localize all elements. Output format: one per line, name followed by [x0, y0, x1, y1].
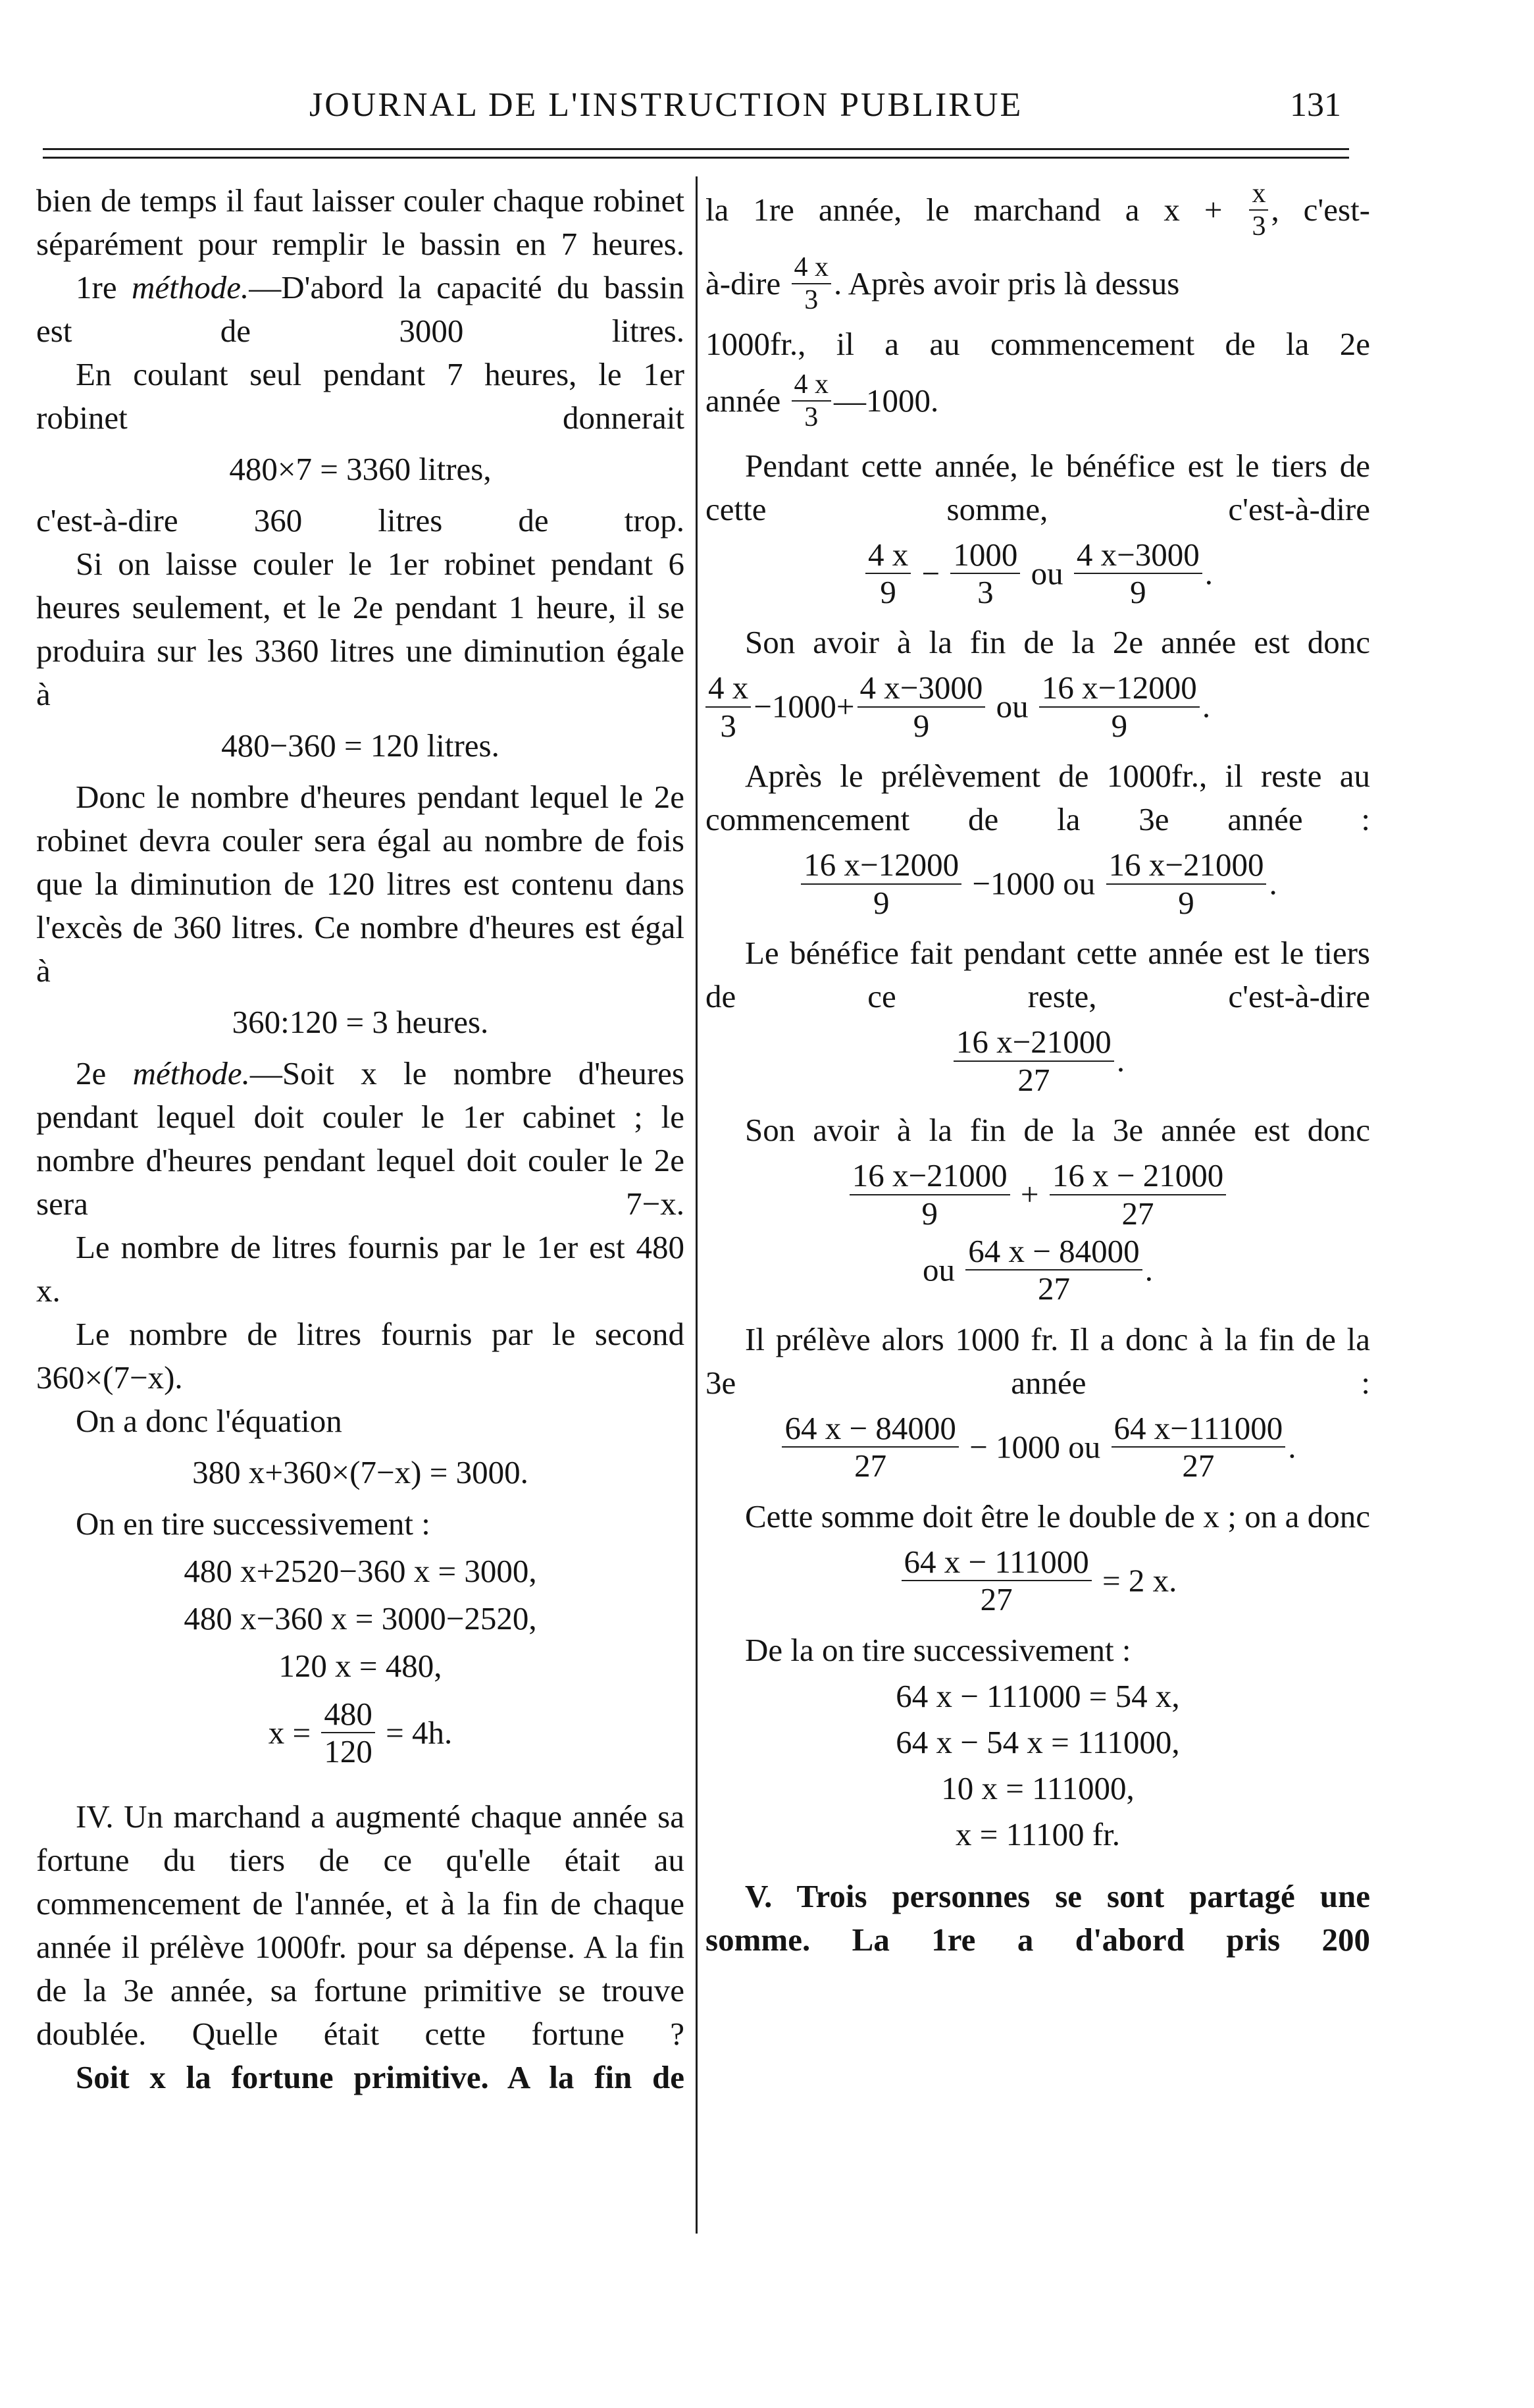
paragraph: Son avoir à la fin de la 2e année est donc [745, 624, 1370, 661]
denominator: 9 [880, 574, 896, 610]
paragraph: Il prélève alors 1000 fr. Il a donc à la fin de la 3e année : [705, 1321, 1370, 1401]
denominator: 27 [980, 1581, 1013, 1618]
denominator: 3 [977, 574, 994, 610]
problem-statement: IV. Un marchand a augmenté chaque année sa fortune du tiers de ce qu'elle était au commencement de l'année, et à la fin de chaque année il prélève 1000fr. pour sa dépense. A la fin de la 3e année, sa fortune primitive se trouve doublée. Quelle était cette fortune ? [36, 1798, 684, 2052]
numerator: 4 x−3000 [1074, 538, 1202, 574]
method-one-paragraph [36, 266, 684, 353]
equation: 480 x+2520−360 x = 3000, [184, 1553, 537, 1589]
punctuation: . [1116, 1042, 1125, 1079]
equation-fraction-line [36, 1697, 684, 1769]
paragraph: Donc le nombre d'heures pendant lequel le 2e robinet devra couler sera égal au nombre de fois que la diminution de 120 litres est contenu dans l'excès de 360 litres. Ce nombre d'heures est égal à [36, 779, 684, 989]
operator: ou [1031, 555, 1063, 591]
denominator: 27 [1182, 1448, 1215, 1484]
equation-fraction-line [705, 1025, 1370, 1097]
fraction [1039, 671, 1200, 743]
paragraph: Cette somme doit être le double de x ; on a donc [745, 1498, 1370, 1534]
fraction [1074, 538, 1202, 610]
fraction [950, 538, 1020, 610]
punctuation: . [1269, 865, 1277, 902]
paragraph: Son avoir à la fin de la 3e année est donc [745, 1112, 1370, 1149]
punctuation: . [1144, 1251, 1153, 1288]
equation: x = 11100 fr. [956, 1816, 1120, 1852]
operator: − [921, 555, 940, 591]
numerator: 16 x−21000 [954, 1025, 1114, 1061]
fraction [801, 848, 961, 920]
numerator: 4 x [792, 370, 832, 402]
paragraph: Le nombre de litres fournis par le second 360×(7−x). [36, 1316, 684, 1396]
operator: − 1000 ou [969, 1428, 1101, 1465]
fraction [865, 538, 911, 610]
equation: 480×7 = 3360 litres, [229, 451, 492, 487]
denominator: 27 [1037, 1270, 1070, 1307]
header-rule-top [43, 148, 1349, 150]
paragraph: bien de temps il faut laisser couler chaque robinet séparément pour remplir le bassin en 7 heures. [36, 182, 684, 262]
text-run: la 1re année, le marchand a x + [705, 192, 1223, 228]
numerator: 4 x [792, 253, 832, 284]
fraction [782, 1411, 958, 1483]
operator: + [1020, 1176, 1039, 1213]
denominator: 27 [1121, 1195, 1154, 1232]
denominator: 3 [1252, 211, 1266, 242]
denominator: 9 [873, 884, 890, 921]
paragraph: Le nombre de litres fournis par le 1er est 480 x. [36, 1229, 684, 1309]
denominator: 9 [1130, 574, 1146, 610]
running-header [0, 86, 1534, 138]
numerator: 4 x−3000 [857, 671, 986, 707]
paragraph: c'est-à-dire 360 litres de trop. [36, 502, 684, 538]
fraction [792, 253, 832, 315]
fraction [857, 671, 986, 743]
operator: ou [923, 1251, 956, 1288]
text-run: à-dire [705, 265, 781, 302]
fraction [1249, 179, 1268, 241]
numerator: x [1249, 179, 1268, 211]
numerator: 64 x − 84000 [782, 1411, 958, 1448]
column-divider [696, 176, 698, 2234]
paragraph: 1000fr., il a au commencement de la 2e [705, 326, 1370, 363]
punctuation: . [1204, 555, 1214, 591]
equation-rhs: = 2 x. [1102, 1562, 1177, 1599]
fraction [1050, 1159, 1226, 1230]
text-run: année [705, 382, 781, 419]
text-run: , c'est- [1271, 192, 1370, 228]
fraction [850, 1159, 1010, 1230]
equation-fraction-line [705, 671, 1370, 743]
equation: 10 x = 111000, [941, 1769, 1135, 1806]
header-rule-bottom [43, 157, 1349, 159]
paragraph: Si on laisse couler le 1er robinet pendant 6 heures seulement, et le 2e pendant 1 heure, il se produira sur les 3360 litres une diminution égale à [36, 546, 684, 712]
equation: 360:120 = 3 heures. [232, 1004, 489, 1040]
denominator: 9 [1178, 884, 1194, 921]
denominator: 9 [1111, 707, 1128, 744]
method-name: méthode. [131, 269, 249, 305]
numerator: 64 x − 84000 [965, 1234, 1142, 1270]
operator: ou [996, 688, 1029, 725]
paragraph: Soit x la fortune primitive. A la fin de [76, 2058, 684, 2095]
problem-statement: V. Trois personnes se sont partagé une somme. La 1re a d'abord pris 200 [705, 1877, 1370, 1958]
numerator: 4 x [705, 671, 751, 707]
denominator: 120 [324, 1733, 372, 1770]
numerator: 16 x−12000 [801, 848, 961, 884]
text-run: —1000. [834, 382, 939, 419]
fraction [705, 671, 751, 743]
equation: 64 x − 111000 = 54 x, [896, 1677, 1180, 1714]
fraction [902, 1545, 1092, 1617]
paragraph: On en tire successivement : [76, 1505, 430, 1542]
paragraph: Pendant cette année, le bénéfice est le tiers de cette somme, c'est-à-dire [705, 447, 1370, 527]
left-column [36, 179, 684, 2099]
numerator: 16 x−21000 [850, 1159, 1010, 1195]
numerator: 16 x − 21000 [1050, 1159, 1226, 1195]
math-text-line [705, 179, 1370, 241]
text-run: . Après avoir pris là dessus [834, 265, 1180, 302]
running-title: JOURNAL DE L'INSTRUCTION PUBLIRUE [309, 86, 1023, 124]
fraction [954, 1025, 1114, 1097]
paragraph: Le bénéfice fait pendant cette année est le tiers de ce reste, c'est-à-dire [705, 935, 1370, 1015]
equation-fraction-line [705, 1234, 1370, 1306]
method-label: 1re [76, 269, 132, 305]
method-label: 2e [76, 1055, 133, 1091]
equation-fraction-line [705, 848, 1370, 920]
paragraph: On a donc l'équation [76, 1403, 342, 1439]
equation: 480 x−360 x = 3000−2520, [184, 1600, 537, 1636]
equation-fraction-line [705, 1411, 1370, 1483]
fraction [1112, 1411, 1286, 1483]
equation: 480−360 = 120 litres. [221, 727, 499, 764]
numerator: 64 x − 111000 [902, 1545, 1092, 1581]
method-text: —Soit x le nombre d'heures pendant lequel doit couler le 1er cabinet ; le nombre d'heures pendant lequel doit couler le 2e sera 7−x. [36, 1055, 685, 1222]
denominator: 27 [854, 1448, 887, 1484]
math-text-line [705, 253, 1370, 315]
numerator: 480 [321, 1697, 375, 1733]
method-two-paragraph [36, 1052, 684, 1226]
operator: −1000+ [754, 688, 855, 725]
punctuation: . [1288, 1428, 1296, 1465]
math-text-line [705, 370, 1370, 432]
numerator: 4 x [865, 538, 911, 574]
fraction [965, 1234, 1142, 1306]
fraction [321, 1697, 375, 1769]
fraction [792, 370, 832, 432]
equation-fraction-line [705, 1159, 1370, 1230]
numerator: 16 x−12000 [1039, 671, 1200, 707]
numerator: 64 x−111000 [1112, 1411, 1286, 1448]
equation-lhs: x = [268, 1714, 311, 1751]
page-number: 131 [1290, 86, 1341, 124]
paragraph: En coulant seul pendant 7 heures, le 1er robinet donnerait [36, 356, 684, 436]
denominator: 9 [913, 707, 930, 744]
equation: 380 x+360×(7−x) = 3000. [192, 1454, 528, 1490]
method-text: —D'abord la capacité du bassin est de 3000 litres. [36, 269, 684, 349]
denominator: 3 [804, 402, 819, 433]
denominator: 3 [720, 707, 736, 744]
paragraph: Après le prélèvement de 1000fr., il reste au commencement de la 3e année : [705, 758, 1370, 838]
method-name: méthode. [132, 1055, 250, 1091]
right-column [705, 179, 1370, 1962]
fraction [1106, 848, 1267, 920]
numerator: 1000 [950, 538, 1020, 574]
equation: 64 x − 54 x = 111000, [896, 1723, 1180, 1760]
equation-rhs: = 4h. [386, 1714, 453, 1751]
equation-fraction-line [705, 1545, 1370, 1617]
equation: 120 x = 480, [278, 1648, 442, 1684]
numerator: 16 x−21000 [1106, 848, 1267, 884]
equation-fraction-line [705, 538, 1370, 610]
paragraph: De la on tire successivement : [745, 1631, 1131, 1668]
denominator: 3 [804, 285, 819, 316]
denominator: 27 [1017, 1061, 1050, 1098]
denominator: 9 [921, 1195, 938, 1232]
punctuation: . [1202, 688, 1211, 725]
operator: −1000 ou [972, 865, 1096, 902]
